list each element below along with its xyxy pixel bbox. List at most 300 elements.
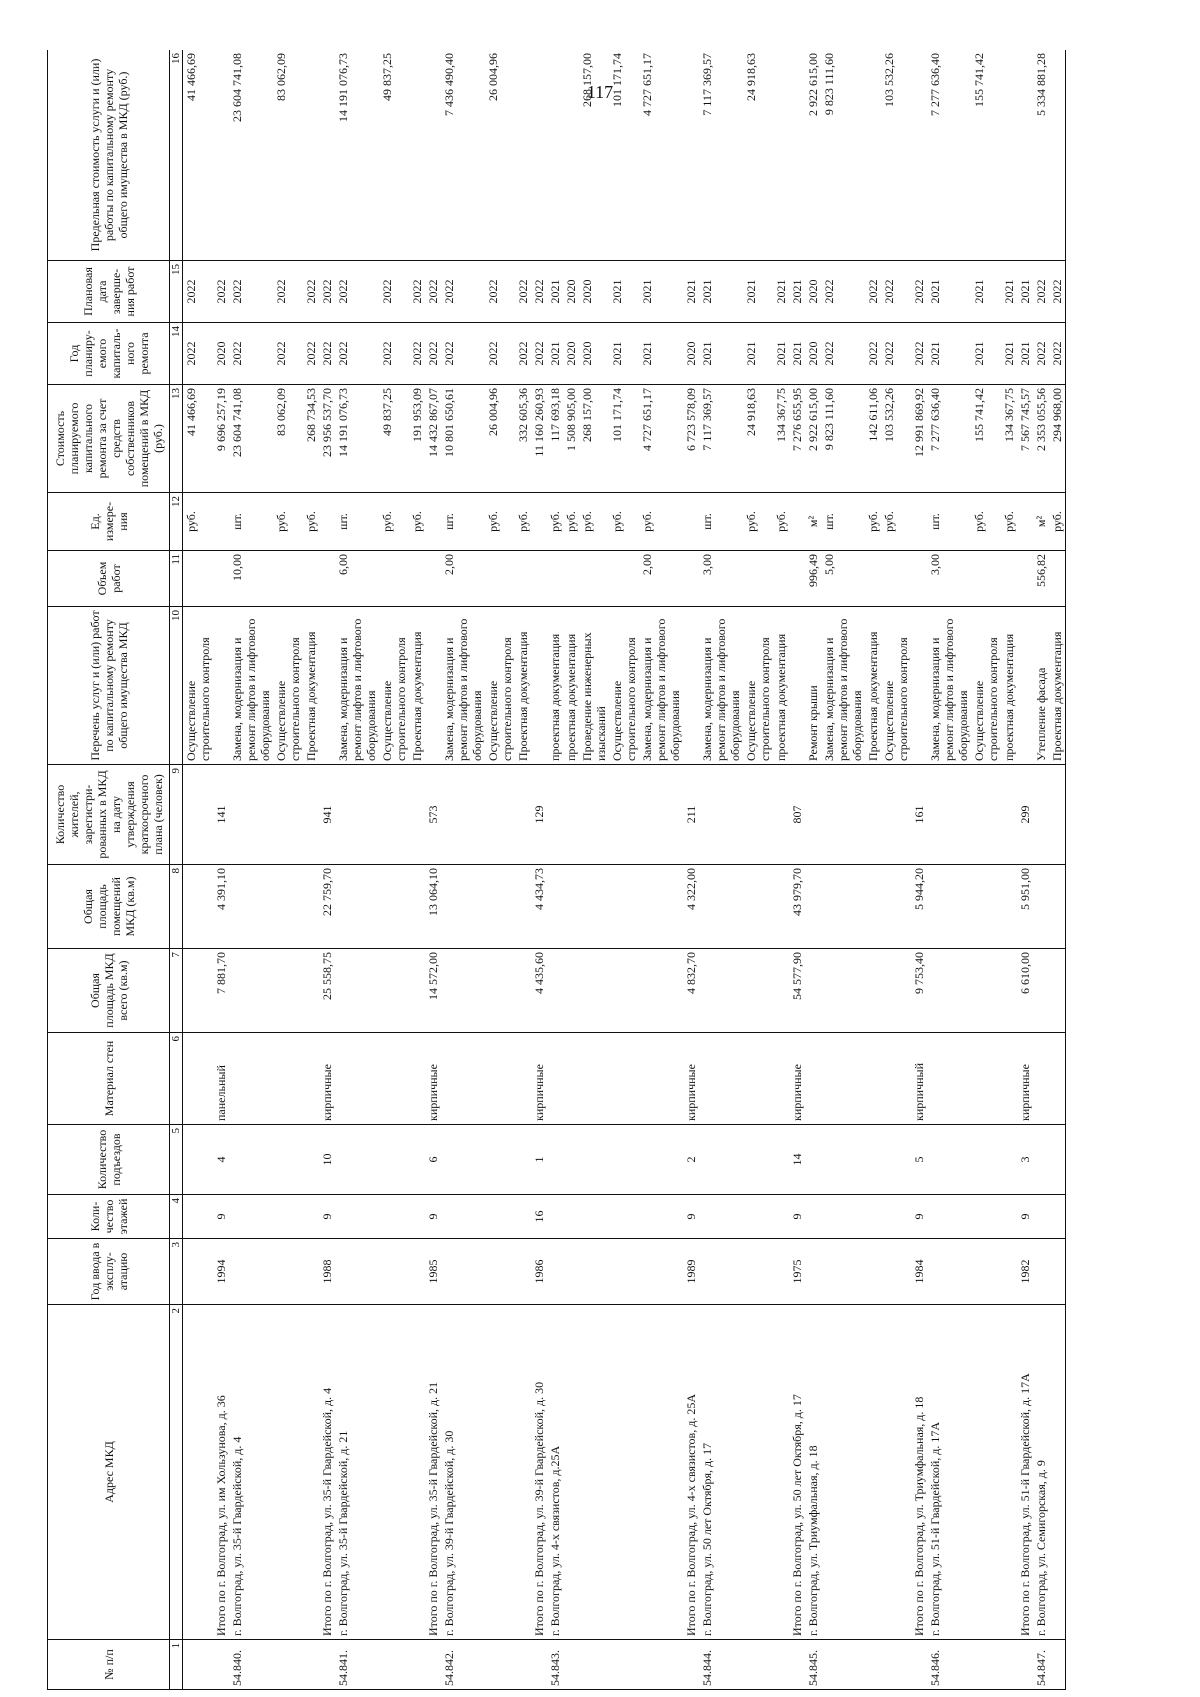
cell-col-13: 4 727 651,17 <box>639 385 683 493</box>
cell-col-16: 49 837,25 <box>379 50 409 261</box>
cell-col-4 <box>273 1195 303 1239</box>
cell-col-13: 7 277 636,40 <box>927 385 971 493</box>
cell-col-1: 54.847. <box>1033 1640 1049 1690</box>
cell-col-7 <box>865 949 881 1033</box>
cell-col-16 <box>213 50 229 261</box>
column-number: 11 <box>170 551 183 607</box>
cell-col-7 <box>773 949 789 1033</box>
cell-col-4 <box>609 1195 639 1239</box>
cell-col-3 <box>865 1239 881 1305</box>
cell-col-14: 2022 <box>409 323 425 385</box>
cell-col-11 <box>789 551 805 607</box>
cell-col-11 <box>273 551 303 607</box>
total-row <box>319 50 335 1690</box>
cell-col-11 <box>531 551 547 607</box>
cell-col-3 <box>547 1239 563 1305</box>
cell-col-16: 2 922 615,00 <box>805 50 821 261</box>
cell-col-8 <box>881 865 911 949</box>
cell-col-11: 556,82 <box>1033 551 1049 607</box>
cell-col-1 <box>303 1640 319 1690</box>
cell-col-6 <box>303 1033 319 1125</box>
cell-col-13: 12 991 869,92 <box>911 385 927 493</box>
cell-col-3 <box>805 1239 821 1305</box>
cell-col-4 <box>927 1195 971 1239</box>
cell-col-3 <box>515 1239 531 1305</box>
cell-col-14: 2022 <box>911 323 927 385</box>
cell-col-15: 2021 <box>773 261 789 323</box>
cell-col-1 <box>273 1640 303 1690</box>
cell-col-13: 26 004,96 <box>485 385 515 493</box>
cell-col-15: 2022 <box>273 261 303 323</box>
cell-col-15: 2020 <box>805 261 821 323</box>
cell-col-14: 2022 <box>865 323 881 385</box>
cell-col-2 <box>1001 1305 1017 1640</box>
cell-col-7 <box>743 949 773 1033</box>
cell-col-8 <box>821 865 865 949</box>
cell-col-6 <box>1001 1033 1017 1125</box>
cell-col-14: 2020 <box>805 323 821 385</box>
cell-col-14: 2022 <box>1033 323 1049 385</box>
cell-col-2 <box>379 1305 409 1640</box>
cell-col-3 <box>485 1239 515 1305</box>
cell-col-12: руб. <box>1049 493 1066 551</box>
cell-col-12: руб. <box>563 493 579 551</box>
cell-col-15: 2022 <box>1033 261 1049 323</box>
cell-col-3 <box>1049 1239 1066 1305</box>
cell-col-3 <box>335 1239 379 1305</box>
total-row <box>789 50 805 1690</box>
cell-col-6 <box>515 1033 531 1125</box>
cell-col-11 <box>773 551 789 607</box>
cell-col-10: Проектная документация <box>1049 607 1066 765</box>
cell-col-15: 2022 <box>425 261 441 323</box>
cell-col-6: панельный <box>213 1033 229 1125</box>
cell-col-5: 2 <box>683 1125 699 1195</box>
cell-col-12 <box>425 493 441 551</box>
cell-col-2: Итого по г. Волгоград, ул. 35-й Гвардейской, д. 4 <box>319 1305 335 1640</box>
cell-col-2: Итого по г. Волгоград, ул. Триумфальная, д. 18 <box>911 1305 927 1640</box>
cell-col-13: 101 171,74 <box>609 385 639 493</box>
cell-col-7 <box>805 949 821 1033</box>
cell-col-12: шт. <box>229 493 273 551</box>
cell-col-10 <box>213 607 229 765</box>
cell-col-5: 6 <box>425 1125 441 1195</box>
cell-col-5 <box>441 1125 485 1195</box>
cell-col-5 <box>1033 1125 1049 1195</box>
cell-col-11 <box>303 551 319 607</box>
cell-col-11 <box>547 551 563 607</box>
header-cell: № п/п <box>48 1640 170 1690</box>
cell-col-11 <box>911 551 927 607</box>
cell-col-3 <box>273 1239 303 1305</box>
cell-col-13: 9 823 111,60 <box>821 385 865 493</box>
cell-col-8 <box>409 865 425 949</box>
cell-col-10: проектная документация <box>563 607 579 765</box>
cell-col-9 <box>743 765 773 865</box>
cell-col-8 <box>515 865 531 949</box>
cell-col-7 <box>441 949 485 1033</box>
cell-col-11: 10,00 <box>229 551 273 607</box>
cell-col-12 <box>683 493 699 551</box>
cell-col-12: руб. <box>971 493 1001 551</box>
cell-col-10: Замена, модернизация и ремонт лифтов и лифтового оборудования <box>639 607 683 765</box>
table-row <box>639 50 683 1690</box>
cell-col-1 <box>911 1640 927 1690</box>
cell-col-13: 7 276 655,95 <box>789 385 805 493</box>
cell-col-4: 9 <box>789 1195 805 1239</box>
cell-col-4 <box>303 1195 319 1239</box>
cell-col-1 <box>789 1640 805 1690</box>
cell-col-2 <box>1049 1305 1066 1640</box>
table-row <box>441 50 485 1690</box>
cell-col-12: м² <box>805 493 821 551</box>
cell-col-15: 2022 <box>441 261 485 323</box>
cell-col-12: руб. <box>773 493 789 551</box>
cell-col-13: 155 741,42 <box>971 385 1001 493</box>
cell-col-14: 2022 <box>229 323 273 385</box>
cell-col-6 <box>865 1033 881 1125</box>
cell-col-14: 2022 <box>273 323 303 385</box>
column-number: 15 <box>170 261 183 323</box>
cell-col-8 <box>743 865 773 949</box>
cell-col-6 <box>409 1033 425 1125</box>
cell-col-1 <box>821 1640 865 1690</box>
cell-col-13: 11 160 260,93 <box>531 385 547 493</box>
cell-col-10 <box>789 607 805 765</box>
cell-col-11: 3,00 <box>927 551 971 607</box>
cell-col-7: 54 577,90 <box>789 949 805 1033</box>
cell-col-16: 155 741,42 <box>971 50 1001 261</box>
cell-col-16: 26 004,96 <box>485 50 515 261</box>
cell-col-11 <box>1049 551 1066 607</box>
cell-col-12 <box>911 493 927 551</box>
cell-col-4 <box>1001 1195 1017 1239</box>
cell-col-10 <box>531 607 547 765</box>
cell-col-4 <box>805 1195 821 1239</box>
cell-col-3: 1989 <box>683 1239 699 1305</box>
cell-col-8 <box>441 865 485 949</box>
cell-col-4 <box>971 1195 1001 1239</box>
cell-col-6 <box>699 1033 743 1125</box>
cell-col-16: 7 117 369,57 <box>699 50 743 261</box>
cell-col-8: 4 434,73 <box>531 865 547 949</box>
cell-col-7 <box>515 949 531 1033</box>
cell-col-4 <box>335 1195 379 1239</box>
cell-col-4 <box>639 1195 683 1239</box>
table-row <box>563 50 579 1690</box>
cell-col-9 <box>515 765 531 865</box>
cell-col-12: руб. <box>881 493 911 551</box>
cell-col-10: проектная документация <box>547 607 563 765</box>
cell-col-2: г. Волгоград, ул. 50 лет Октября, д. 17 <box>699 1305 743 1640</box>
cell-col-12: руб. <box>743 493 773 551</box>
cell-col-5 <box>699 1125 743 1195</box>
cell-col-6 <box>639 1033 683 1125</box>
cell-col-1 <box>579 1640 609 1690</box>
cell-col-2 <box>409 1305 425 1640</box>
cell-col-12: руб. <box>547 493 563 551</box>
cell-col-6: кирпичные <box>683 1033 699 1125</box>
cell-col-1 <box>485 1640 515 1690</box>
cell-col-8 <box>485 865 515 949</box>
cell-col-5 <box>881 1125 911 1195</box>
cell-col-1 <box>425 1640 441 1690</box>
cell-col-6 <box>441 1033 485 1125</box>
cell-col-7: 14 572,00 <box>425 949 441 1033</box>
cell-col-7: 25 558,75 <box>319 949 335 1033</box>
cell-col-13: 41 466,69 <box>183 385 214 493</box>
cell-col-9 <box>409 765 425 865</box>
cell-col-1 <box>183 1640 214 1690</box>
cell-col-13: 332 605,36 <box>515 385 531 493</box>
cell-col-16 <box>911 50 927 261</box>
cell-col-8: 13 064,10 <box>425 865 441 949</box>
rotated-page <box>47 50 1192 1690</box>
cell-col-1 <box>639 1640 683 1690</box>
cell-col-12: руб. <box>183 493 214 551</box>
cell-col-8: 43 979,70 <box>789 865 805 949</box>
cell-col-3 <box>927 1239 971 1305</box>
cell-col-8: 5 944,20 <box>911 865 927 949</box>
cell-col-7 <box>563 949 579 1033</box>
cell-col-11 <box>183 551 214 607</box>
cell-col-7 <box>335 949 379 1033</box>
cell-col-10: Утепление фасада <box>1033 607 1049 765</box>
cell-col-9 <box>881 765 911 865</box>
column-number: 6 <box>170 1033 183 1125</box>
table-body <box>183 50 1066 1690</box>
cell-col-10: Проектная документация <box>865 607 881 765</box>
cell-col-10: Ремонт крыши <box>805 607 821 765</box>
cell-col-3 <box>773 1239 789 1305</box>
column-number: 8 <box>170 865 183 949</box>
cell-col-14: 2021 <box>609 323 639 385</box>
cell-col-7 <box>379 949 409 1033</box>
cell-col-8: 4 391,10 <box>213 865 229 949</box>
cell-col-7 <box>183 949 214 1033</box>
cell-col-5 <box>579 1125 609 1195</box>
cell-col-14: 2022 <box>303 323 319 385</box>
cell-col-1 <box>379 1640 409 1690</box>
cell-col-1 <box>743 1640 773 1690</box>
cell-col-2 <box>971 1305 1001 1640</box>
cell-col-11 <box>425 551 441 607</box>
cell-col-3 <box>609 1239 639 1305</box>
cell-col-3 <box>971 1239 1001 1305</box>
column-number: 1 <box>170 1640 183 1690</box>
cell-col-10: Замена, модернизация и ремонт лифтов и лифтового оборудования <box>699 607 743 765</box>
cell-col-16: 4 727 651,17 <box>639 50 683 261</box>
cell-col-16 <box>547 50 563 261</box>
cell-col-15: 2022 <box>303 261 319 323</box>
cell-col-3 <box>821 1239 865 1305</box>
total-row <box>1017 50 1033 1690</box>
cell-col-5: 14 <box>789 1125 805 1195</box>
cell-col-13: 9 696 257,19 <box>213 385 229 493</box>
table-row <box>1049 50 1066 1690</box>
column-number: 5 <box>170 1125 183 1195</box>
cell-col-13: 191 953,09 <box>409 385 425 493</box>
cell-col-4 <box>881 1195 911 1239</box>
cell-col-11 <box>865 551 881 607</box>
cell-col-16 <box>531 50 547 261</box>
cell-col-8 <box>971 865 1001 949</box>
cell-col-1 <box>409 1640 425 1690</box>
cell-col-9 <box>1033 765 1049 865</box>
cell-col-8 <box>183 865 214 949</box>
cell-col-2: Итого по г. Волгоград, ул. 39-й Гвардейской, д. 30 <box>531 1305 547 1640</box>
cell-col-14: 2022 <box>379 323 409 385</box>
cell-col-6: кирпичные <box>1017 1033 1033 1125</box>
cell-col-4 <box>865 1195 881 1239</box>
column-number: 16 <box>170 50 183 261</box>
cell-col-6 <box>773 1033 789 1125</box>
cell-col-9 <box>865 765 881 865</box>
cell-col-5 <box>609 1125 639 1195</box>
cell-col-14: 2022 <box>441 323 485 385</box>
cell-col-11 <box>213 551 229 607</box>
cell-col-14: 2022 <box>821 323 865 385</box>
cell-col-15: 2022 <box>515 261 531 323</box>
cell-col-15: 2022 <box>485 261 515 323</box>
cell-col-5 <box>335 1125 379 1195</box>
cell-col-16 <box>773 50 789 261</box>
cell-col-9: 211 <box>683 765 699 865</box>
cell-col-10 <box>319 607 335 765</box>
cell-col-15: 2022 <box>335 261 379 323</box>
column-number: 9 <box>170 765 183 865</box>
cell-col-9: 299 <box>1017 765 1033 865</box>
header-cell: Ед. измере-ния <box>48 493 170 551</box>
cell-col-3 <box>379 1239 409 1305</box>
cell-col-15: 2021 <box>1017 261 1033 323</box>
cell-col-5 <box>805 1125 821 1195</box>
cell-col-5: 1 <box>531 1125 547 1195</box>
header-cell: Общая площадь МКД всего (кв.м) <box>48 949 170 1033</box>
table-row <box>805 50 821 1690</box>
cell-col-12 <box>531 493 547 551</box>
table-row <box>379 50 409 1690</box>
cell-col-15: 2021 <box>699 261 743 323</box>
table-row <box>229 50 273 1690</box>
cell-col-9: 941 <box>319 765 335 865</box>
cell-col-12: руб. <box>515 493 531 551</box>
cell-col-5: 5 <box>911 1125 927 1195</box>
cell-col-6: кирпичные <box>425 1033 441 1125</box>
cell-col-13: 83 062,09 <box>273 385 303 493</box>
column-number: 7 <box>170 949 183 1033</box>
cell-col-5 <box>547 1125 563 1195</box>
cell-col-11: 6,00 <box>335 551 379 607</box>
cell-col-9 <box>971 765 1001 865</box>
table-row <box>303 50 319 1690</box>
cell-col-12: шт. <box>821 493 865 551</box>
cell-col-9 <box>699 765 743 865</box>
cell-col-6 <box>183 1033 214 1125</box>
cell-col-9 <box>773 765 789 865</box>
cell-col-1 <box>881 1640 911 1690</box>
cell-col-12: руб. <box>485 493 515 551</box>
cell-col-6 <box>1033 1033 1049 1125</box>
table-row <box>609 50 639 1690</box>
cell-col-4 <box>183 1195 214 1239</box>
cell-col-15: 2021 <box>547 261 563 323</box>
cell-col-2 <box>563 1305 579 1640</box>
cell-col-5 <box>409 1125 425 1195</box>
cell-col-5 <box>229 1125 273 1195</box>
cell-col-14: 2022 <box>515 323 531 385</box>
cell-col-3: 1982 <box>1017 1239 1033 1305</box>
total-row <box>683 50 699 1690</box>
cell-col-7: 9 753,40 <box>911 949 927 1033</box>
cell-col-8 <box>1001 865 1017 949</box>
table-row <box>865 50 881 1690</box>
cell-col-16 <box>425 50 441 261</box>
cell-col-10: Проектная документация <box>515 607 531 765</box>
cell-col-6: кирпичный <box>911 1033 927 1125</box>
cell-col-8 <box>773 865 789 949</box>
cell-col-9 <box>579 765 609 865</box>
cell-col-9 <box>547 765 563 865</box>
cell-col-13: 1 508 905,00 <box>563 385 579 493</box>
cell-col-3 <box>1001 1239 1017 1305</box>
cell-col-2 <box>639 1305 683 1640</box>
table-row <box>821 50 865 1690</box>
header-cell: Год ввода в эксплу-атацию <box>48 1239 170 1305</box>
cell-col-1: 54.840. <box>229 1640 273 1690</box>
cell-col-16: 41 466,69 <box>183 50 214 261</box>
cell-col-16 <box>303 50 319 261</box>
cell-col-14: 2021 <box>971 323 1001 385</box>
cell-col-9 <box>1001 765 1017 865</box>
cell-col-7 <box>547 949 563 1033</box>
cell-col-16 <box>865 50 881 261</box>
cell-col-15: 2022 <box>213 261 229 323</box>
cell-col-4 <box>773 1195 789 1239</box>
column-number: 4 <box>170 1195 183 1239</box>
rotated-table-wrapper <box>47 50 1192 1690</box>
cell-col-14: 2022 <box>425 323 441 385</box>
cell-col-14: 2020 <box>579 323 609 385</box>
cell-col-14: 2022 <box>531 323 547 385</box>
cell-col-2 <box>273 1305 303 1640</box>
cell-col-10: Осуществление строительного контроля <box>379 607 409 765</box>
cell-col-15: 2022 <box>865 261 881 323</box>
cell-col-8 <box>273 865 303 949</box>
cell-col-12: м² <box>1033 493 1049 551</box>
cell-col-15: 2021 <box>971 261 1001 323</box>
cell-col-9 <box>609 765 639 865</box>
cell-col-4: 9 <box>683 1195 699 1239</box>
cell-col-15: 2022 <box>379 261 409 323</box>
cell-col-14: 2021 <box>1017 323 1033 385</box>
table-row <box>183 50 214 1690</box>
cell-col-12: шт. <box>699 493 743 551</box>
cell-col-16: 101 171,74 <box>609 50 639 261</box>
cell-col-1 <box>773 1640 789 1690</box>
cell-col-3: 1994 <box>213 1239 229 1305</box>
cell-col-15: 2022 <box>881 261 911 323</box>
cell-col-4 <box>547 1195 563 1239</box>
cell-col-2: Итого по г. Волгоград, ул. 51-й Гвардейской, д. 17А <box>1017 1305 1033 1640</box>
header-cell: Общая площадь помещений МКД (кв.м) <box>48 865 170 949</box>
cell-col-15: 2021 <box>789 261 805 323</box>
cell-col-14: 2020 <box>563 323 579 385</box>
cell-col-9 <box>485 765 515 865</box>
cell-col-1 <box>683 1640 699 1690</box>
cell-col-8: 22 759,70 <box>319 865 335 949</box>
cell-col-8 <box>335 865 379 949</box>
